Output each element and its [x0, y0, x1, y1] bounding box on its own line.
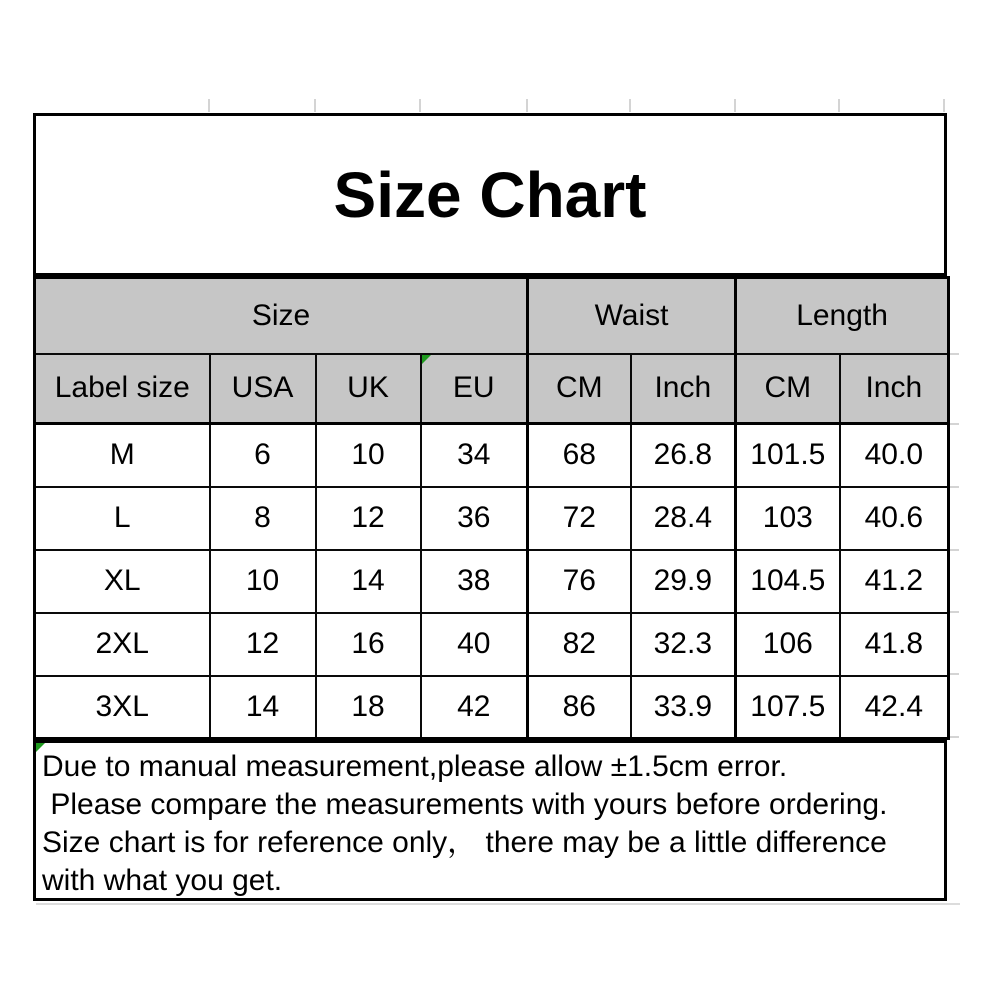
table-cell: 28.4	[631, 487, 736, 550]
table-cell: 106	[736, 613, 840, 676]
table-cell: M	[35, 424, 210, 487]
table-cell: 68	[528, 424, 631, 487]
gridline-tick	[943, 99, 945, 112]
table-row-3xl	[35, 676, 949, 739]
gridline-tick	[838, 99, 840, 112]
table-cell: 34	[421, 424, 528, 487]
col-header-usa: USA	[210, 354, 316, 424]
table-cell: 41.8	[840, 613, 949, 676]
table-cell: 72	[528, 487, 631, 550]
table-cell: 82	[528, 613, 631, 676]
table-cell: 2XL	[35, 613, 210, 676]
table-row-2xl	[35, 613, 949, 676]
table-cell: 101.5	[736, 424, 840, 487]
table-cell: 40	[421, 613, 528, 676]
col-header-eu: EU	[421, 354, 528, 424]
note-line: Due to manual measurement,please allow ±1.5cm error.	[42, 750, 788, 783]
gridline-tick	[526, 99, 528, 112]
group-header-row	[35, 278, 949, 354]
note-line: with what you get.	[42, 864, 283, 897]
page-title: Size Chart	[333, 158, 647, 231]
table-cell: 14	[210, 676, 316, 739]
gridline-tick	[419, 99, 421, 112]
table-cell: 40.6	[840, 487, 949, 550]
table-cell: 14	[316, 550, 421, 613]
table-cell: 6	[210, 424, 316, 487]
table-cell: 42	[421, 676, 528, 739]
table-cell: 41.2	[840, 550, 949, 613]
group-header-waist: Waist	[528, 278, 736, 354]
table-cell: 8	[210, 487, 316, 550]
table-cell: L	[35, 487, 210, 550]
table-cell: 32.3	[631, 613, 736, 676]
table-cell: 12	[210, 613, 316, 676]
green-corner-flag-icon	[422, 355, 431, 364]
table-cell: 10	[316, 424, 421, 487]
note-line: Size chart is for reference only， there may be a little difference	[42, 826, 887, 859]
size-table	[33, 276, 950, 740]
gridline-artifact	[36, 903, 960, 905]
table-row-xl	[35, 550, 949, 613]
table-cell: 29.9	[631, 550, 736, 613]
table-cell: 42.4	[840, 676, 949, 739]
table-cell: 103	[736, 487, 840, 550]
gridline-tick	[314, 99, 316, 112]
col-header-length-inch: Inch	[840, 354, 949, 424]
group-header-size: Size	[35, 278, 528, 354]
note-line: Please compare the measurements with yours before ordering.	[42, 788, 888, 821]
table-cell: 76	[528, 550, 631, 613]
col-header-waist-inch: Inch	[631, 354, 736, 424]
notes-box	[33, 740, 947, 901]
col-header-waist-cm: CM	[528, 354, 631, 424]
table-cell: 107.5	[736, 676, 840, 739]
table-cell: 40.0	[840, 424, 949, 487]
table-cell: 86	[528, 676, 631, 739]
table-cell: 33.9	[631, 676, 736, 739]
column-header-row	[35, 354, 949, 424]
group-header-length: Length	[736, 278, 949, 354]
table-cell: 36	[421, 487, 528, 550]
col-header-uk: UK	[316, 354, 421, 424]
gridline-tick	[734, 99, 736, 112]
table-cell: XL	[35, 550, 210, 613]
table-cell: 26.8	[631, 424, 736, 487]
table-cell: 16	[316, 613, 421, 676]
table-cell: 18	[316, 676, 421, 739]
table-row-m	[35, 424, 949, 487]
table-cell: 38	[421, 550, 528, 613]
table-cell: 12	[316, 487, 421, 550]
gridline-tick	[208, 99, 210, 112]
table-cell: 10	[210, 550, 316, 613]
col-header-label-size: Label size	[35, 354, 210, 424]
col-header-length-cm: CM	[736, 354, 840, 424]
green-corner-flag-icon	[36, 743, 45, 752]
gridline-tick	[629, 99, 631, 112]
table-cell: 3XL	[35, 676, 210, 739]
table-cell: 104.5	[736, 550, 840, 613]
title-box	[33, 113, 947, 276]
table-row-l	[35, 487, 949, 550]
